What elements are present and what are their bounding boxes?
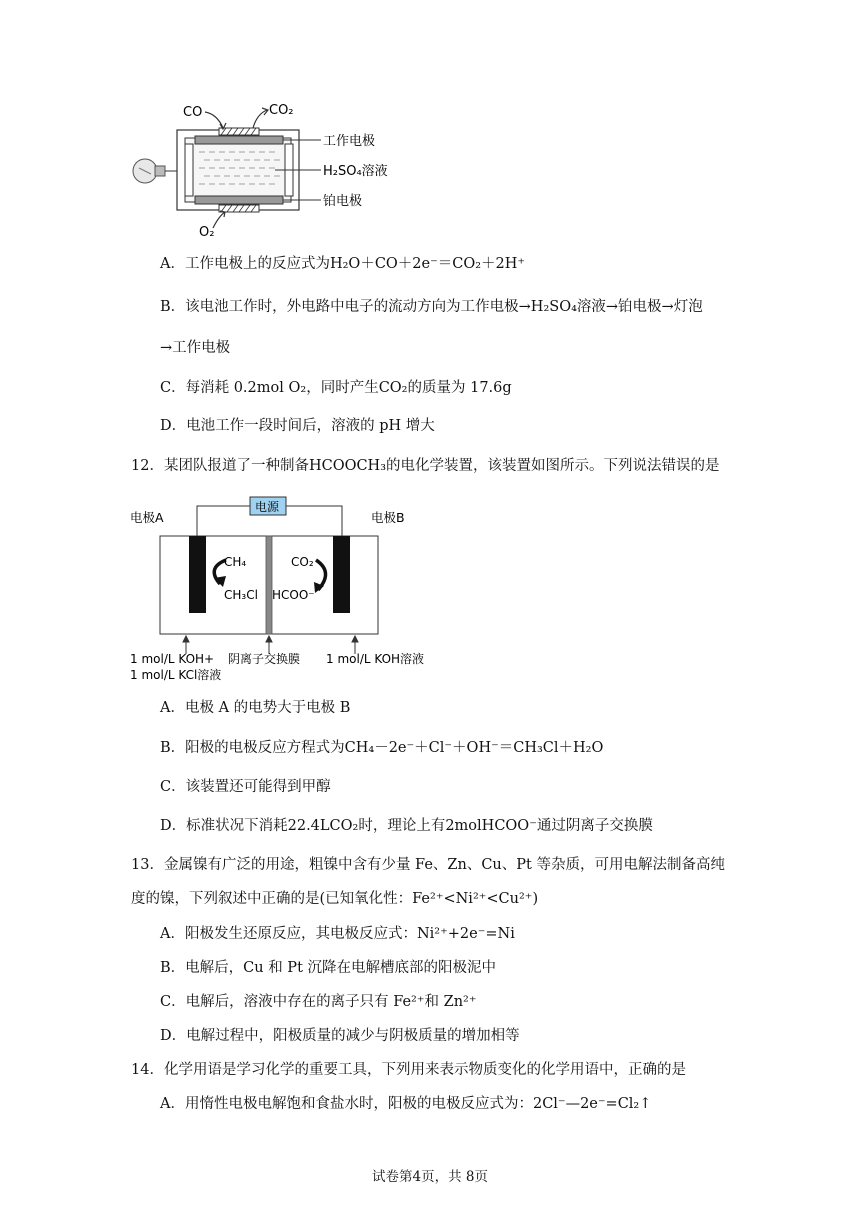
electrolysis-diagram [128, 492, 438, 688]
q14-option-a: A．用惰性电极电解饱和食盐水时，阳极的电极反应式为：2Cl⁻—2e⁻=Cl₂↑ [160, 1096, 652, 1112]
q14-stem: 14．化学用语是学习化学的重要工具，下列用来表示物质变化的化学用语中，正确的是 [131, 1062, 686, 1078]
page-footer: 试卷第4页，共 8页 [372, 1169, 488, 1185]
h2so4-label: H₂SO₄溶液 [323, 164, 388, 179]
power-source-label: 电源 [255, 500, 280, 514]
hcoo-label: HCOO⁻ [272, 588, 315, 602]
q11-option-c: C．每消耗 0.2mol O₂，同时产生CO₂的质量为 17.6g [160, 380, 512, 396]
bulb-icon [133, 159, 165, 183]
pt-electrode-label: 铂电极 [323, 194, 363, 209]
q13-option-b: B．电解后，Cu 和 Pt 沉降在电解槽底部的阳极泥中 [160, 960, 496, 976]
q11-option-b-line2: →工作电极 [160, 340, 231, 356]
right-solution-label: 1 mol/L KOH溶液 [326, 652, 425, 666]
q13-option-c: C．电解后，溶液中存在的离子只有 Fe²⁺和 Zn²⁺ [160, 994, 477, 1010]
fuel-cell-diagram [125, 98, 405, 240]
q12-option-a: A．电极 A 的电势大于电极 B [160, 700, 351, 716]
q12-stem: 12．某团队报道了一种制备HCOOCH₃的电化学装置，该装置如图所示。下列说法错误的是 [131, 458, 720, 474]
q11-option-a: A．工作电极上的反应式为H₂O＋CO＋2e⁻＝CO₂＋2H⁺ [160, 256, 526, 272]
co-label: CO [183, 105, 203, 120]
q13-stem-line2: 度的镍，下列叙述中正确的是(已知氧化性：Fe²⁺<Ni²⁺<Cu²⁺) [131, 891, 539, 907]
ch3cl-label: CH₃Cl [224, 588, 258, 602]
ch4-label: CH₄ [224, 555, 247, 569]
left-solution-label-2: 1 mol/L KCl溶液 [130, 668, 222, 682]
q13-option-a: A．阳极发生还原反应，其电极反应式：Ni²⁺+2e⁻=Ni [160, 926, 515, 942]
left-solution-label-1: 1 mol/L KOH+ [130, 652, 215, 666]
co2-label: CO₂ [291, 555, 314, 569]
q11-option-b-line1: B．该电池工作时，外电路中电子的流动方向为工作电极→H₂SO₄溶液→铂电极→灯泡 [160, 299, 703, 315]
q13-option-d: D．电解过程中，阳极质量的减少与阴极质量的增加相等 [160, 1028, 520, 1044]
q11-option-d: D．电池工作一段时间后，溶液的 pH 增大 [160, 418, 435, 434]
q12-option-d: D．标准状况下消耗22.4LCO₂时，理论上有2molHCOO⁻通过阴离子交换膜 [160, 818, 653, 834]
q12-option-b: B．阳极的电极反应方程式为CH₄－2e⁻＋Cl⁻＋OH⁻＝CH₃Cl＋H₂O [160, 740, 604, 756]
co2-label: CO₂ [269, 103, 294, 118]
membrane-label: 阴离子交换膜 [228, 652, 301, 666]
q12-option-c: C．该装置还可能得到甲醇 [160, 779, 331, 795]
working-electrode-label: 工作电极 [323, 134, 376, 149]
electrode-a-label: 电极A [130, 510, 164, 525]
electrode-b-label: 电极B [371, 510, 405, 525]
q13-stem-line1: 13．金属镍有广泛的用途，粗镍中含有少量 Fe、Zn、Cu、Pt 等杂质，可用电解法制备高纯 [131, 857, 725, 873]
o2-label: O₂ [199, 225, 215, 240]
